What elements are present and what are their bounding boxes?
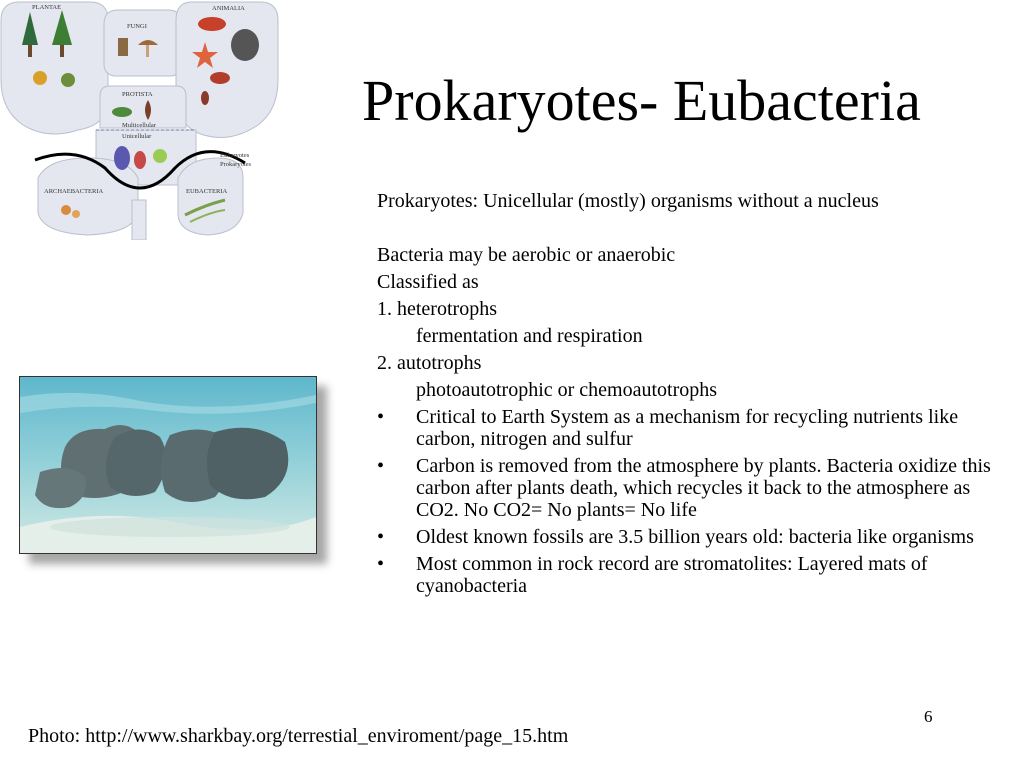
label-fungi: FUNGI (127, 23, 147, 30)
label-eukaryotes: Eukaryotes (220, 152, 250, 159)
bullet-marker: • (377, 553, 385, 575)
bullet-marker: • (377, 406, 385, 428)
bullet-text: Carbon is removed from the atmosphere by plants. Bacteria oxidize this carbon after plants death, which recycles it back to the atmosphere as CO2. No CO2= No plants= No life (416, 455, 991, 521)
tree-of-life-diagram (0, 0, 282, 240)
photo-caption: Photo: http://www.sharkbay.org/terrestial_enviroment/page_15.htm (28, 725, 569, 747)
autotrophs-detail: photoautotrophic or chemoautotrophs (416, 379, 718, 401)
bullet-marker: • (377, 526, 385, 548)
slide-title: Prokaryotes- Eubacteria (362, 68, 921, 133)
bullet-marker: • (377, 455, 385, 477)
page-number: 6 (924, 707, 933, 726)
aerobic-line: Bacteria may be aerobic or anaerobic (377, 244, 676, 266)
stromatolite-photo (19, 376, 317, 554)
label-unicellular: Unicellular (122, 133, 152, 140)
heterotrophs-detail: fermentation and respiration (416, 325, 643, 347)
label-eubacteria: EUBACTERIA (186, 188, 228, 195)
bullet-text: Most common in rock record are stromatolites: Layered mats of cyanobacteria (416, 553, 928, 597)
label-archaebacteria: ARCHAEBACTERIA (44, 188, 104, 195)
label-multicellular: Multicellular (122, 122, 156, 129)
bullet-text: Critical to Earth System as a mechanism for recycling nutrients like carbon, nitrogen and sulfur (416, 406, 959, 450)
bullet-item (377, 526, 1007, 548)
label-plantae: PLANTAE (32, 4, 62, 11)
label-animalia: ANIMALIA (212, 5, 245, 12)
autotrophs-line: 2. autotrophs (377, 352, 482, 374)
bullet-item (377, 406, 1007, 450)
label-prokaryotes: Prokaryotes (220, 161, 252, 168)
slide-body (377, 190, 1007, 597)
bullet-item (377, 553, 1007, 597)
heterotrophs-line: 1. heterotrophs (377, 298, 497, 320)
definition-line: Prokaryotes: Unicellular (mostly) organisms without a nucleus (377, 190, 879, 212)
bullet-item (377, 455, 1007, 521)
classified-line: Classified as (377, 271, 479, 293)
bullet-text: Oldest known fossils are 3.5 billion years old: bacteria like organisms (416, 526, 974, 548)
label-protista: PROTISTA (122, 91, 153, 98)
